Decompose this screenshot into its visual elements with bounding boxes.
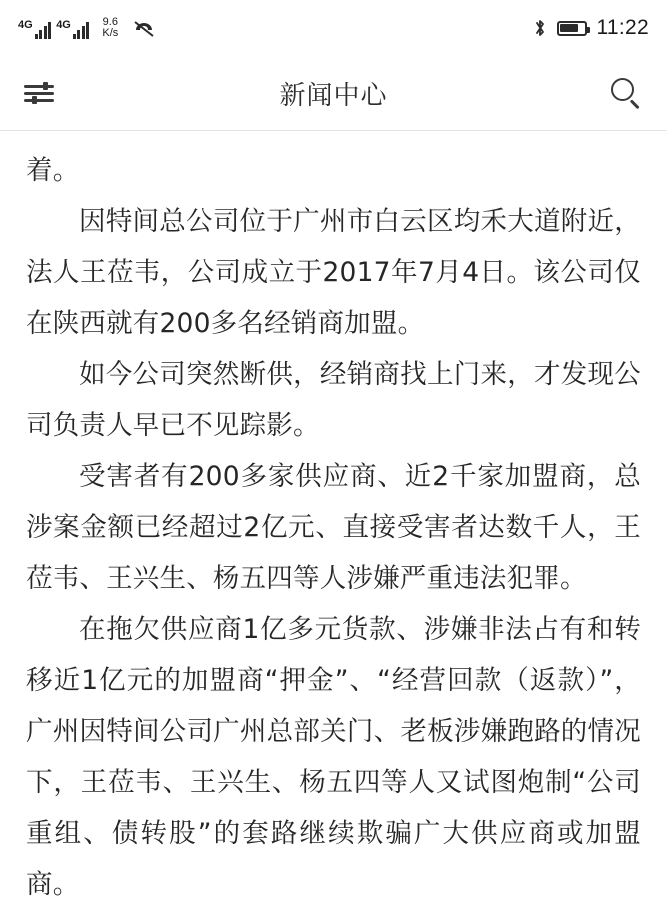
page-title: 新闻中心 [279, 79, 388, 110]
article-paragraph: 受害者有200多家供应商、近2千家加盟商，总涉案金额已经超过2亿元、直接受害者达数千人，王莅韦、王兴生、杨五四等人涉嫌严重违法犯罪。 [26, 461, 641, 594]
article-paragraph: 着。 [26, 155, 80, 186]
battery-icon [557, 21, 587, 36]
title-bar [0, 56, 667, 130]
status-bar-right [533, 16, 650, 40]
signal-bars-icon-1 [35, 21, 52, 39]
status-bar [0, 0, 667, 56]
clock-label: 11:22 [596, 16, 649, 39]
signal-indicator-2 [56, 21, 89, 39]
data-speed-indicator [102, 17, 118, 39]
signal-indicator-1 [18, 21, 51, 39]
network-type-label-1: 4G [18, 19, 33, 31]
network-type-label-2: 4G [56, 19, 71, 31]
search-icon[interactable] [609, 76, 643, 110]
article-body [0, 131, 667, 900]
signal-bars-icon-2 [73, 21, 90, 39]
article-paragraph: 在拖欠供应商1亿多元货款、涉嫌非法占有和转移近1亿元的加盟商“押金”、“经营回款（返款）”，广州因特间公司广州总部关门、老板涉嫌跑路的情况下，王莅韦、王兴生、杨五四等人又试图炮制“公司重组、债转股”的套路继续欺骗广大供应商或加盟商。 [26, 614, 641, 900]
data-speed-unit: K/s [102, 27, 119, 39]
bluetooth-icon [533, 18, 547, 38]
status-bar-left [18, 17, 155, 39]
article-paragraph: 如今公司突然断供，经销商找上门来，才发现公司负责人早已不见踪影。 [26, 359, 641, 441]
filter-menu-icon[interactable] [24, 79, 56, 107]
data-speed-value: 9.6 [102, 16, 118, 28]
phone-mute-icon [133, 19, 155, 39]
article-paragraph: 因特间总公司位于广州市白云区均禾大道附近，法人王莅韦，公司成立于2017年7月4日。该公司仅在陕西就有200多名经销商加盟。 [26, 206, 641, 339]
